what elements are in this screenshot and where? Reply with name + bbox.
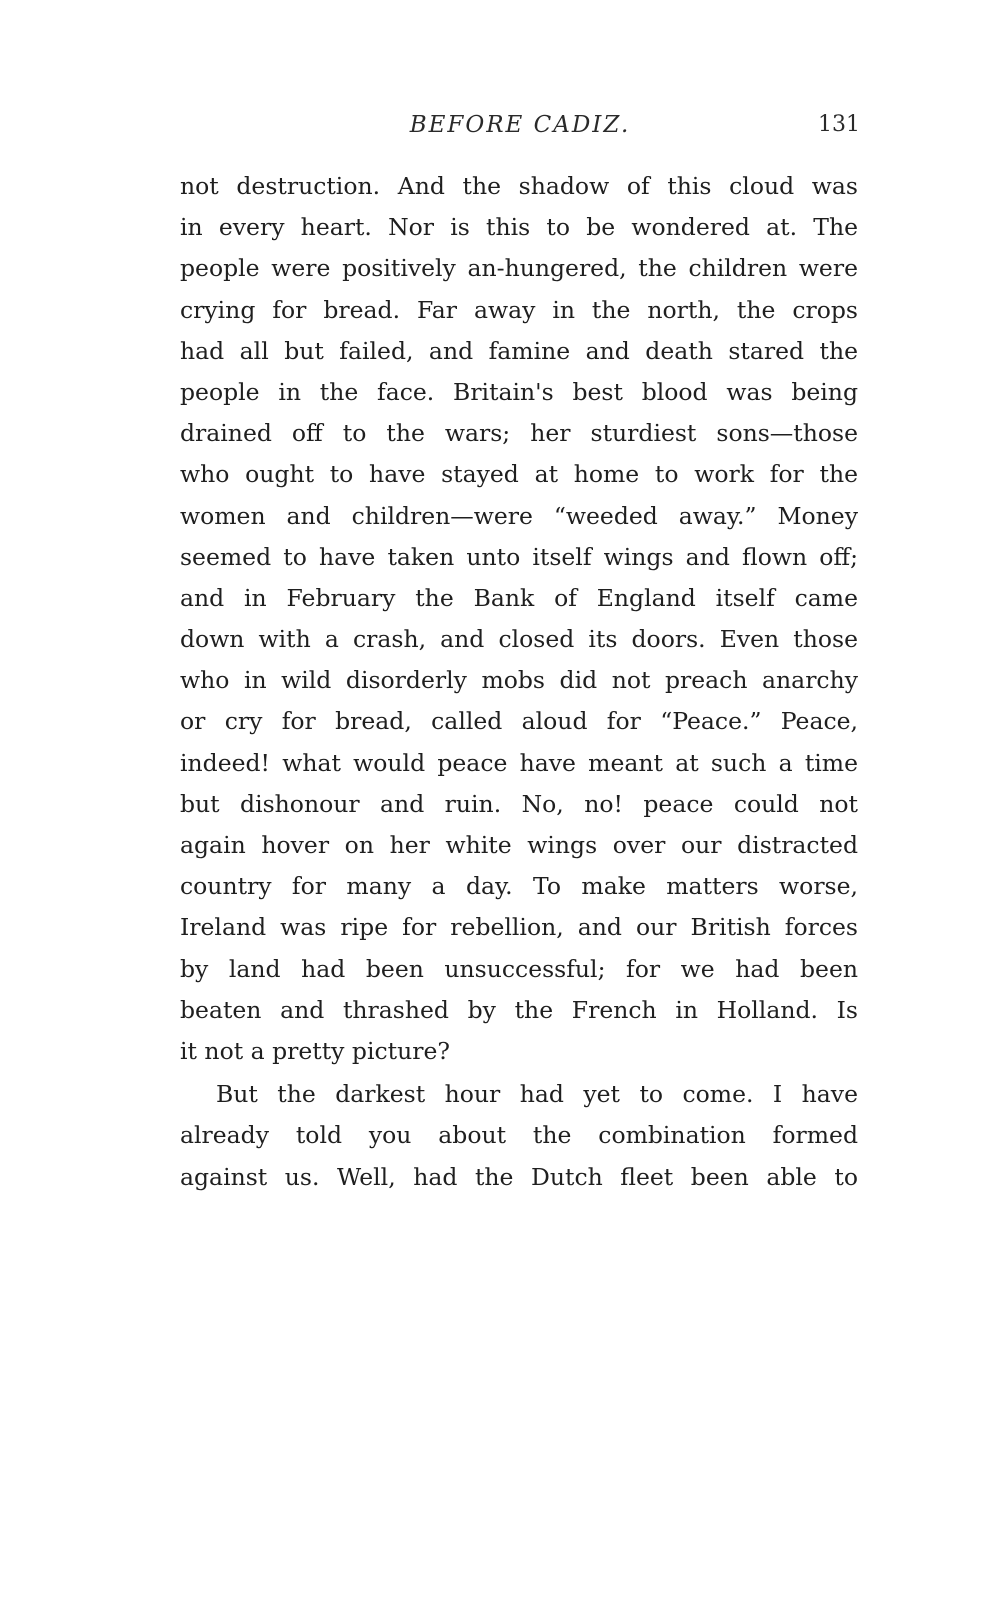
text-line: but dishonour and ruin. No, no! peace could not <box>180 789 858 818</box>
paragraph <box>180 166 858 1072</box>
text-line: down with a crash, and closed its doors. Even those <box>180 625 858 654</box>
text-line: But the darkest hour had yet to come. I have <box>216 1080 858 1109</box>
text-line: it not a pretty picture? <box>180 1036 450 1065</box>
text-line: people in the face. Britain's best blood was being <box>180 377 858 406</box>
text-line: by land had been unsuccessful; for we had been <box>180 954 858 983</box>
text-line: who ought to have stayed at home to work for the <box>180 460 858 489</box>
text-line: and in February the Bank of England itself came <box>180 583 858 612</box>
body-text <box>180 166 858 1198</box>
text-line: crying for bread. Far away in the north, the crops <box>180 295 858 324</box>
text-line: seemed to have taken unto itself wings and flown off; <box>180 542 858 571</box>
text-line: again hover on her white wings over our distracted <box>180 831 858 859</box>
text-line: Ireland was ripe for rebellion, and our British forces <box>180 913 858 942</box>
text-line: indeed! what would peace have meant at such a time <box>180 748 858 777</box>
text-line: beaten and thrashed by the French in Holland. Is <box>180 995 858 1024</box>
text-line: country for many a day. To make matters worse, <box>180 872 858 901</box>
text-line: or cry for bread, called aloud for “Peace.” Peace, <box>180 707 858 736</box>
text-line: already told you about the combination formed <box>180 1121 858 1150</box>
running-head <box>180 112 860 146</box>
text-line: in every heart. Nor is this to be wondered at. The <box>180 213 858 242</box>
text-line: not destruction. And the shadow of this cloud was <box>180 172 858 200</box>
text-line: people were positively an-hungered, the children were <box>180 254 858 283</box>
page-number: 131 <box>818 112 860 137</box>
running-title: BEFORE CADIZ. <box>409 112 631 138</box>
text-line: women and children—were “weeded away.” Money <box>180 501 858 530</box>
text-line: who in wild disorderly mobs did not preach anarchy <box>180 666 858 695</box>
text-line: had all but failed, and famine and death stared the <box>180 336 858 365</box>
paragraph <box>180 1074 858 1198</box>
text-line: against us. Well, had the Dutch fleet been able to <box>180 1162 858 1191</box>
text-line: drained off to the wars; her sturdiest sons—those <box>180 419 858 448</box>
